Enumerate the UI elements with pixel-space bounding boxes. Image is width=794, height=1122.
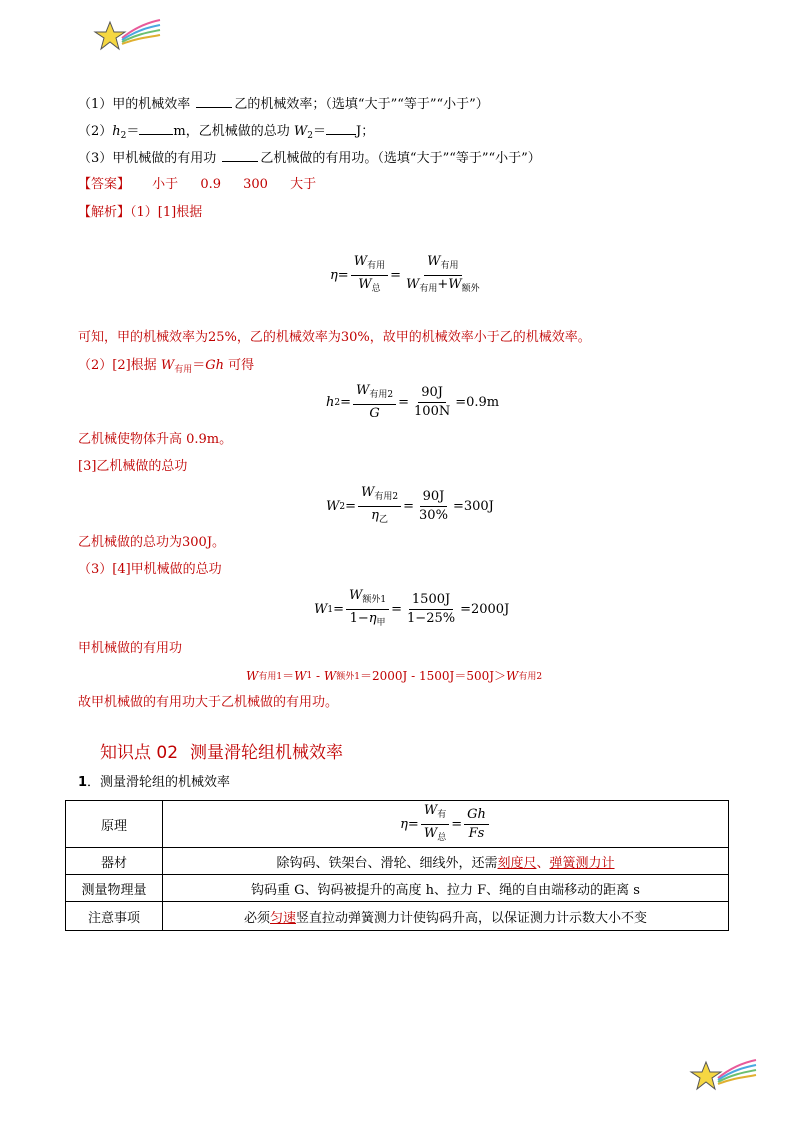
table-row (66, 875, 729, 902)
table-row (66, 848, 729, 875)
equipment-tool-spring-scale: 弹簧测力计 (549, 855, 615, 871)
equals: = (451, 816, 463, 832)
part-2-heading (78, 357, 254, 379)
plus: + (437, 277, 449, 292)
fraction (353, 384, 396, 421)
item-number: 1 (78, 775, 88, 790)
result: =300J (452, 499, 494, 514)
equals: = (403, 499, 415, 514)
var-w: W (349, 588, 363, 603)
fraction (351, 255, 388, 296)
var-w: W (423, 825, 438, 841)
denominator: 30% (419, 508, 448, 523)
equals: = (333, 602, 345, 617)
equals: = (337, 268, 349, 283)
var-h: h (326, 395, 335, 410)
equals: ＝ (192, 358, 206, 373)
part-2-tail: 可得 (224, 358, 255, 373)
question-1-tail: 乙的机械效率；（选填“大于”“等于”“小于”） (234, 97, 489, 112)
var-w: W (358, 277, 372, 292)
quantities-text: 钩码重 G、钩码被提升的高度 h、拉力 F、绳的自由端移动的距离 s (163, 875, 729, 902)
equals: = (398, 395, 410, 410)
question-3 (78, 149, 541, 168)
var-w: W (506, 668, 519, 683)
total-work-formula-2 (326, 486, 494, 527)
fraction (403, 255, 483, 296)
principle-label: 原理 (66, 801, 163, 848)
sub-total: 总 (371, 284, 381, 294)
result-3: 乙机械做的总功为300J。 (78, 535, 226, 550)
result-2: 乙机械使物体升高 0.9m。 (78, 432, 233, 447)
var-w-sub: 2 (307, 131, 313, 141)
notes-post: 竖直拉动弹簧测力计使钩码升高，以保证测力计示数大小不变 (296, 910, 648, 926)
notes-key: 匀速 (269, 910, 296, 926)
item-1 (78, 774, 230, 792)
sub-extra-1: 额外1 (362, 595, 387, 605)
answer-blank (139, 122, 173, 135)
equals: = (391, 602, 403, 617)
answer-item: 300 (243, 177, 268, 192)
denominator: 1−25% (407, 611, 456, 626)
fraction (421, 804, 449, 845)
principle-formula (163, 801, 729, 848)
var-w: W (353, 254, 368, 269)
part-3-heading: [3]乙机械做的总功 (78, 459, 188, 474)
equals: ＝ (312, 124, 326, 139)
equals: = (340, 395, 352, 410)
equipment-cell (163, 848, 729, 875)
eta-symbol: η (400, 816, 408, 832)
var-g: G (369, 406, 380, 421)
table-row (66, 801, 729, 848)
analysis-line (78, 204, 202, 222)
equals: ＝ (282, 669, 295, 683)
equals: = (407, 816, 419, 832)
eta-symbol: η (368, 611, 377, 626)
answer-blank (222, 149, 258, 162)
eta-symbol: η (330, 268, 338, 283)
fraction (464, 808, 489, 841)
var-h-sub: 2 (334, 397, 341, 408)
eta-sub: 乙 (378, 515, 388, 525)
var-h: h (112, 124, 121, 139)
sub-useful-2: 有用2 (374, 492, 399, 502)
sub-useful: 有用 (419, 284, 438, 294)
var-w: W (160, 358, 175, 373)
one-minus: 1− (349, 611, 369, 626)
var-w: W (361, 485, 375, 500)
analysis-text: （1）[1]根据 (130, 205, 203, 220)
var-w: W (294, 668, 307, 683)
var-w: W (293, 124, 308, 139)
section-title: 测量滑轮组机械效率 (190, 743, 344, 763)
calculation: ＝2000J - 1500J＝500J＞ (359, 669, 507, 683)
var-w: W (314, 602, 328, 617)
question-2 (78, 122, 374, 145)
equals: ＝ (126, 124, 140, 139)
question-3-tail: 乙机械做的有用功。（选填“大于”“等于”“小于”） (260, 151, 541, 166)
sub-useful: 有用 (440, 261, 459, 271)
sub-useful: 有用 (367, 261, 386, 271)
sub-useful-2: 有用2 (518, 672, 543, 682)
equals: = (345, 499, 357, 514)
var-w: W (448, 277, 462, 292)
principle-table (65, 800, 729, 931)
fraction (358, 486, 401, 527)
answer-item: 小于 (152, 177, 179, 192)
question-2-label: （2） (78, 124, 113, 139)
item-text: ．测量滑轮组的机械效率 (87, 775, 231, 790)
answer-blank (196, 95, 232, 108)
equipment-tool-ruler: 刻度尺 (497, 855, 537, 871)
var-w: W (423, 802, 438, 818)
answer-label: 【答案】 (78, 177, 131, 192)
fraction (416, 490, 451, 523)
var-w: W (406, 277, 420, 292)
answer-line (78, 176, 316, 194)
var-w: W (427, 254, 441, 269)
part-2-text: （2）[2]根据 (78, 358, 161, 373)
star-icon (688, 1056, 758, 1098)
sub-total: 总 (437, 832, 447, 843)
numerator: 1500J (409, 593, 453, 610)
equipment-label: 器材 (66, 848, 163, 875)
fraction (404, 593, 458, 626)
result: =0.9m (455, 395, 500, 410)
notes-cell (163, 902, 729, 931)
notes-label: 注意事项 (66, 902, 163, 931)
question-2-mid: m，乙机械做的总功 (173, 124, 290, 139)
conclusion-1: 可知，甲的机械效率为25%，乙的机械效率为30%，故甲的机械效率小于乙的机械效率。 (78, 330, 591, 345)
height-formula (326, 384, 499, 421)
question-3-label: （3）甲机械做的有用功 (78, 151, 217, 166)
var-w: W (323, 668, 337, 683)
sub-useful: 有用 (174, 365, 193, 375)
var-fs: Fs (468, 825, 485, 841)
useful-work-formula (246, 667, 542, 684)
analysis-label: 【解析】 (78, 205, 131, 220)
section-number: 知识点 02 (100, 743, 179, 763)
sub-useful: 有 (437, 809, 447, 820)
var-gh: Gh (205, 358, 224, 373)
var-h-sub: 2 (120, 131, 127, 141)
eta-sub: 甲 (376, 618, 386, 628)
answer-item: 大于 (290, 177, 317, 192)
var-w: W (326, 499, 340, 514)
fraction (346, 589, 389, 630)
var-gh: Gh (464, 808, 489, 825)
sub-useful-2: 有用2 (369, 390, 394, 400)
equals: = (390, 268, 401, 283)
fraction (411, 386, 453, 419)
sub-extra-1: 额外1 (336, 672, 360, 682)
useful-work-label: 甲机械做的有用功 (78, 641, 183, 656)
equipment-text: 除钩码、铁架台、滑轮、细线外，还需 (276, 855, 498, 871)
section-heading (100, 738, 355, 763)
question-1 (78, 95, 489, 114)
numerator: 90J (420, 490, 448, 507)
minus: - (312, 668, 324, 683)
question-1-label: （1）甲的机械效率 (78, 97, 191, 112)
sub-useful-1: 有用1 (258, 672, 283, 682)
sub-extra: 额外 (461, 284, 480, 294)
efficiency-formula (330, 255, 485, 296)
denominator: 100N (414, 404, 451, 419)
star-icon (92, 16, 162, 58)
var-w-sub: 1 (306, 670, 313, 681)
var-w: W (246, 668, 259, 683)
var-w-sub: 2 (339, 501, 346, 512)
table-row (66, 902, 729, 931)
quantities-label: 测量物理量 (66, 875, 163, 902)
total-work-formula-1 (314, 589, 509, 630)
notes-pre: 必须 (243, 910, 270, 926)
eta-symbol: η (371, 508, 379, 523)
final-conclusion: 故甲机械做的有用功大于乙机械做的有用功。 (78, 695, 339, 710)
answer-item: 0.9 (200, 177, 221, 192)
var-w: W (356, 383, 370, 398)
answer-blank (326, 122, 356, 135)
var-w-sub: 1 (327, 604, 334, 615)
part-4-heading: （3）[4]甲机械做的总功 (78, 562, 222, 577)
separator: 、 (536, 855, 550, 871)
question-2-tail: J； (356, 124, 375, 139)
result: =2000J (460, 602, 510, 617)
numerator: 90J (418, 386, 446, 403)
